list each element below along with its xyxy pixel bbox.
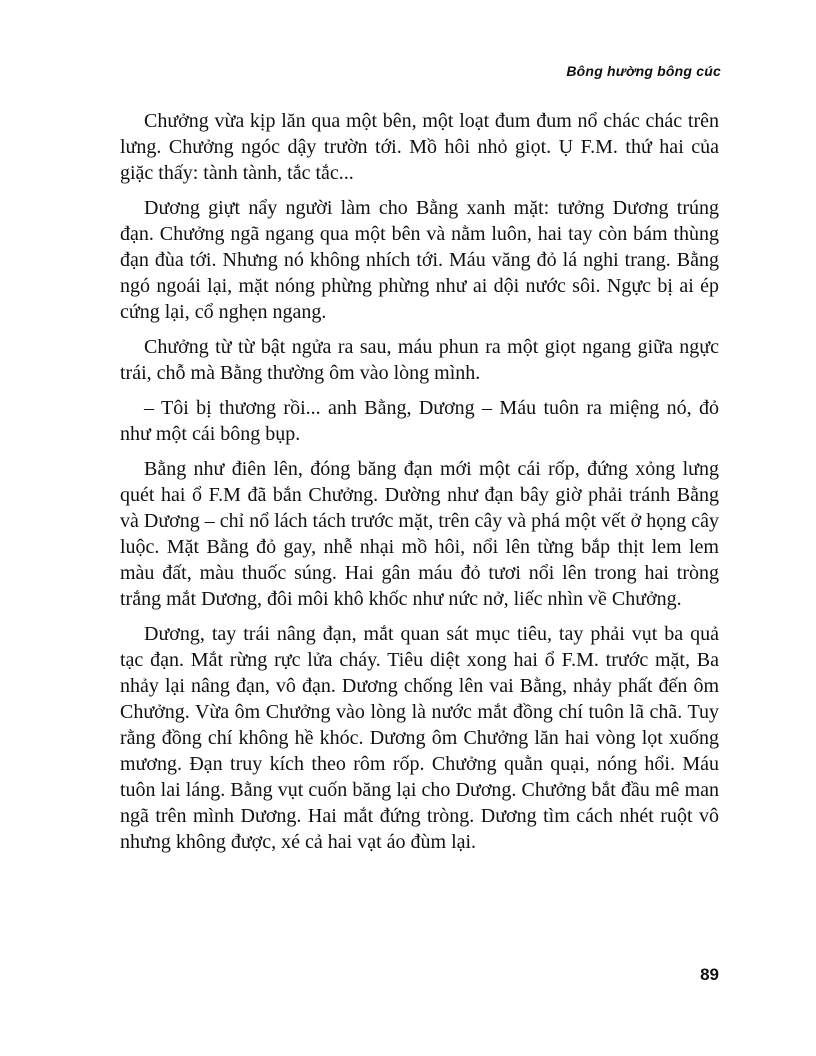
paragraph: Bằng như điên lên, đóng băng đạn mới một cái rốp, đứng xỏng lưng quét hai ổ F.M đã bắn Chưởng. Dường như đạn bây giờ phải tránh Bằng và Dương – chỉ nổ lách tách trước mặt, trên cây và phá một vết ở họng cây luộc. Mặt Bằng đỏ gay, nhễ nhại mồ hôi, nổi lên từng bắp thịt lem lem màu đất, màu thuốc súng. Hai gân máu đỏ tươi nổi lên trong hai tròng trắng mắt Dương, đôi môi khô khốc như nức nở, liếc nhìn về Chưởng. <box>120 458 719 610</box>
running-header: Bông hường bông cúc <box>566 63 721 79</box>
paragraph: Dương giựt nẩy người làm cho Bằng xanh mặt: tưởng Dương trúng đạn. Chưởng ngã ngang qua một bên và nằm luôn, hai tay còn bám thùng đạn đùa tới. Nhưng nó không nhích tới. Máu văng đỏ lá nghi trang. Bằng ngó ngoái lại, mặt nóng phừng phừng như ai dội nước sôi. Ngực bị ai ép cứng lại, cổ nghẹn ngang. <box>120 197 719 323</box>
paragraph: Chưởng từ từ bật ngửa ra sau, máu phun ra một giọt ngang giữa ngực trái, chỗ mà Bằng thường ôm vào lòng mình. <box>120 336 719 384</box>
paragraph: – Tôi bị thương rồi... anh Bằng, Dương – Máu tuôn ra miệng nó, đỏ như một cái bông bụp. <box>120 397 719 445</box>
paragraph: Chưởng vừa kịp lăn qua một bên, một loạt đum đum nổ chác chác trên lưng. Chưởng ngóc dậy trườn tới. Mồ hôi nhỏ giọt. Ụ F.M. thứ hai của giặc thấy: tành tành, tắc tắc... <box>120 110 719 184</box>
paragraph: Dương, tay trái nâng đạn, mắt quan sát mục tiêu, tay phải vụt ba quả tạc đạn. Mắt rừng rực lửa cháy. Tiêu diệt xong hai ổ F.M. trước mặt, Ba nhảy lại nâng đạn, vô đạn. Dương chống lên vai Bằng, nhảy phất đến ôm Chưởng. Vừa ôm Chưởng vào lòng là nước mắt đồng chí tuôn lã chã. Tuy rằng đồng chí không hề khóc. Dương ôm Chưởng lăn hai vòng lọt xuống mương. Đạn truy kích theo rôm rốp. Chưởng quằn quại, nóng hổi. Máu tuôn lai láng. Bằng vụt cuốn băng lại cho Dương. Chưởng bắt đầu mê man ngã trên mình Dương. Hai mắt đứng tròng. Dương tìm cách nhét ruột vô nhưng không được, xé cả hai vạt áo đùm lại. <box>120 623 719 853</box>
page-number: 89 <box>700 965 719 984</box>
body-text <box>120 108 719 864</box>
